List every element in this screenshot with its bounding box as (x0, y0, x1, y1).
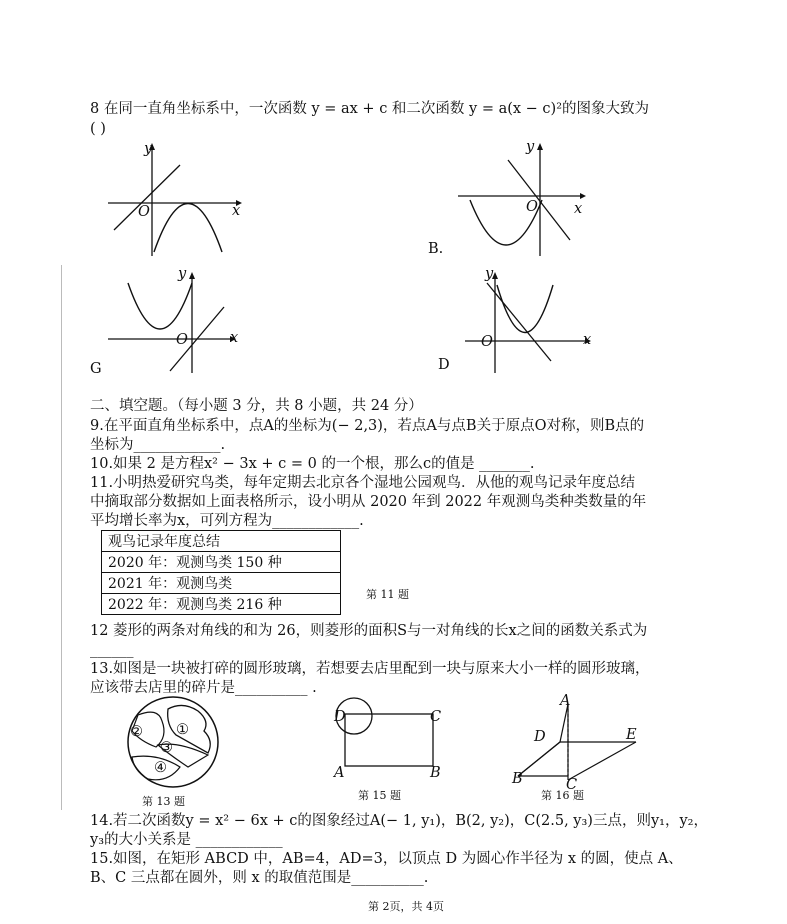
origin-label: O (481, 334, 493, 350)
piece-3-label: ③ (160, 740, 173, 756)
axis-y-label: y (178, 266, 187, 282)
fig16-label-a: A (560, 693, 571, 709)
fig15-caption: 第 15 题 (358, 789, 401, 802)
fig16-label-d: D (534, 729, 546, 745)
piece-2-label: ② (130, 724, 143, 740)
option-b-label: B. (428, 241, 444, 257)
piece-1-label: ① (176, 722, 189, 738)
q8-graph-b (458, 140, 598, 262)
q9-line2: 坐标为____________. (90, 437, 226, 453)
q8-line2: ( ) (90, 121, 106, 137)
fig16-label-c: C (566, 777, 578, 793)
q11-caption: 第 11 题 (366, 588, 409, 601)
fig13-broken-glass (118, 697, 228, 791)
fig15-label-b: B (430, 765, 441, 781)
piece-4-label: ④ (154, 760, 167, 776)
section2-heading: 二、填空题。（每小题 3 分，共 8 小题，共 24 分） (90, 398, 423, 414)
q13-line1: 13.如图是一块被打碎的圆形玻璃，若想要去店里配到一块与原来大小一样的圆形玻璃， (90, 661, 650, 677)
q12-line1: 12 菱形的两条对角线的和为 26，则菱形的面积S与一对角线的长x之间的函数关系式为 (90, 623, 648, 639)
table-row (102, 594, 341, 615)
binding-margin-line (61, 265, 62, 810)
q8-line1: 8 在同一直角坐标系中，一次函数 y = ax + c 和二次函数 y = a(x − c)²的图象大致为 (90, 101, 650, 117)
fig15-label-a: A (334, 765, 345, 781)
fig16-triangle (512, 693, 662, 793)
q10-line1: 10.如果 2 是方程x² − 3x + c = 0 的一个根，那么c的值是 _______. (90, 456, 535, 472)
q11-line3: 平均增长率为x，可列方程为____________. (90, 513, 364, 529)
q8-graph-d (465, 265, 605, 379)
q14-line2: y₃的大小关系是 ____________ (90, 832, 283, 848)
table-cell: 2020 年：观测鸟类 150 种 (102, 552, 341, 573)
origin-label: O (176, 332, 188, 348)
page-footer: 第 2页，共 4页 (368, 900, 444, 913)
axis-y-label: y (144, 141, 153, 157)
axis-x-label: x (230, 330, 239, 346)
table-cell: 观鸟记录年度总结 (102, 531, 341, 552)
table-row (102, 552, 341, 573)
fig16-label-e: E (626, 727, 637, 743)
table-row (102, 531, 341, 552)
q9-line1: 9.在平面直角坐标系中，点A的坐标为(− 2,3)，若点A与点B关于原点O对称，则B点的 (90, 418, 645, 434)
q8-graph-c (108, 265, 248, 379)
fig13-caption: 第 13 题 (142, 795, 185, 808)
origin-label: O (138, 204, 150, 220)
q8-graph-a (108, 140, 248, 262)
axis-y-label: y (485, 266, 494, 282)
option-c-label: G (90, 361, 102, 377)
option-d-label: D (438, 357, 450, 373)
origin-label: O (526, 199, 538, 215)
q11-line2: 中摘取部分数据如上面表格所示，设小明从 2020 年到 2022 年观测鸟类种类数量的年 (90, 494, 647, 510)
fig15-label-d: D (334, 709, 346, 725)
table-row (102, 573, 341, 594)
fig15-label-c: C (430, 709, 442, 725)
q13-line2: 应该带去店里的碎片是__________ . (90, 680, 317, 696)
bird-record-table (101, 530, 341, 615)
axis-y-label: y (526, 139, 535, 155)
q14-line1: 14.若二次函数y = x² − 6x + c的图象经过A(− 1, y₁)，B(2, y₂)，C(2.5, y₃)三点，则y₁，y₂， (90, 813, 708, 829)
q12-line2: ______ (90, 642, 134, 658)
axis-x-label: x (574, 201, 583, 217)
q15-line2: B、C 三点都在圆外，则 x 的取值范围是__________. (90, 870, 429, 886)
q15-line1: 15.如图，在矩形 ABCD 中，AB=4，AD=3，以顶点 D 为圆心作半径为 x 的圆，使点 A、 (90, 851, 683, 867)
fig15-rectangle (330, 700, 450, 784)
table-cell: 2021 年：观测鸟类 (102, 573, 341, 594)
table-cell: 2022 年：观测鸟类 216 种 (102, 594, 341, 615)
fig16-label-b: B (512, 771, 523, 787)
axis-x-label: x (232, 203, 241, 219)
axis-x-label: x (583, 332, 592, 348)
q11-line1: 11.小明热爱研究鸟类，每年定期去北京各个湿地公园观鸟．从他的观鸟记录年度总结 (90, 475, 636, 491)
fig16-caption: 第 16 题 (541, 789, 584, 802)
